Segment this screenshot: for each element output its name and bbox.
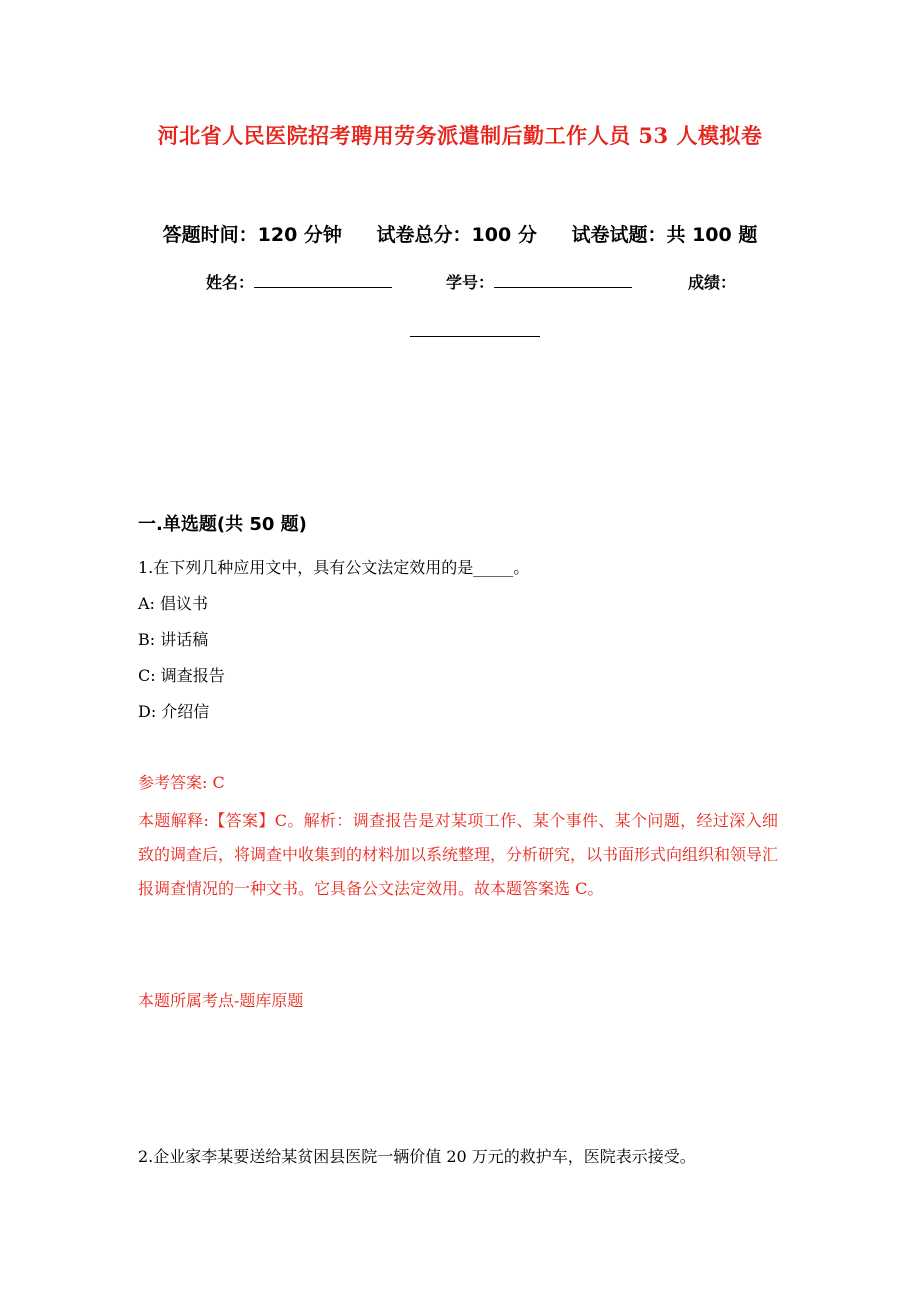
id-field [446,270,632,293]
question-1-option-a: A: 倡议书 [138,594,209,613]
name-field [206,270,392,293]
question-1-option-c: C: 调查报告 [138,666,225,685]
exam-title: 河北省人民医院招考聘用劳务派遣制后勤工作人员 53 人模拟卷 [157,123,763,148]
exam-total-score: 试卷总分：100 分 [376,224,537,246]
name-label: 姓名： [206,273,255,292]
question-1-explanation: 本题解释:【答案】C。解析：调查报告是对某项工作、某个事件、某个问题，经过深入细致的调查后，将调查中收集到的材料加以系统整理，分析研究，以书面形式向组织和领导汇报调查情况的一种文书。它具备公文法定效用。故本题答案选 C。 [138,811,779,898]
score-blank[interactable] [410,336,540,337]
question-2-text: 2.企业家李某要送给某贫困县医院一辆价值 20 万元的救护车，医院表示接受。 [138,1147,696,1166]
score-field [688,270,736,293]
name-blank[interactable] [254,273,392,288]
question-1-category: 本题所属考点-题库原题 [138,991,304,1010]
id-label: 学号： [446,273,495,292]
exam-question-count: 试卷试题：共 100 题 [571,224,758,246]
section-title: 一.单选题(共 50 题) [138,514,307,535]
exam-meta [0,220,920,247]
score-label: 成绩： [688,273,737,292]
id-blank[interactable] [494,273,632,288]
exam-time: 答题时间：120 分钟 [162,224,342,246]
question-1-answer: 参考答案: C [138,773,225,792]
question-1-option-b: B: 讲话稿 [138,630,209,649]
question-1-option-d: D: 介绍信 [138,702,210,721]
question-1-text: 1.在下列几种应用文中，具有公文法定效用的是_____。 [138,558,530,577]
